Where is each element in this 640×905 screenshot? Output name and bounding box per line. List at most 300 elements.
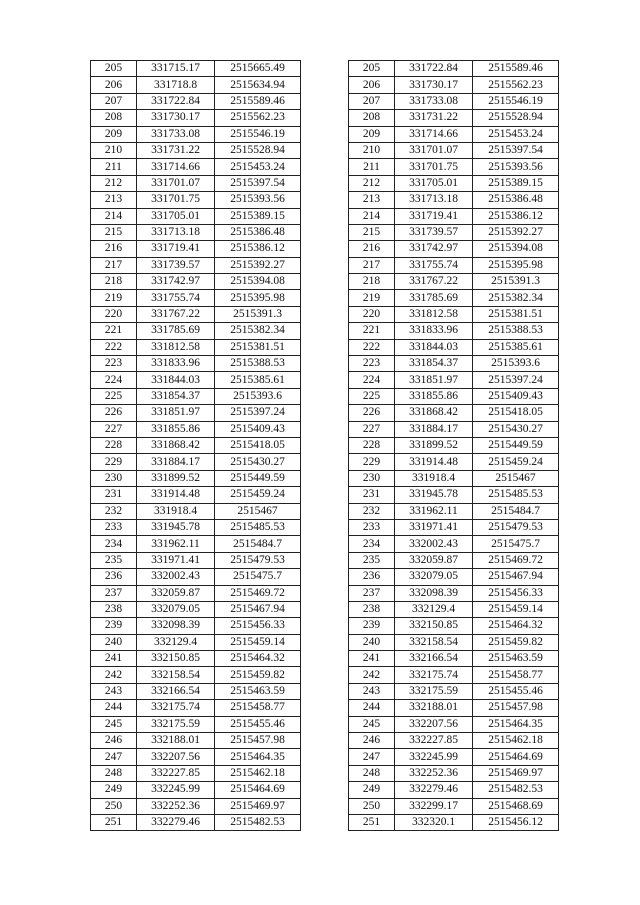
table-row (349, 814, 559, 830)
y-coordinate-cell: 2515464.35 (215, 749, 301, 765)
point-number-cell: 222 (91, 339, 137, 355)
point-number-cell: 213 (91, 192, 137, 208)
table-row (349, 552, 559, 568)
table-row (349, 61, 559, 77)
x-coordinate-cell: 332175.59 (137, 716, 215, 732)
y-coordinate-cell: 2515475.7 (215, 569, 301, 585)
y-coordinate-cell: 2515386.12 (215, 241, 301, 257)
point-number-cell: 220 (91, 306, 137, 322)
x-coordinate-cell: 331722.84 (137, 93, 215, 109)
x-coordinate-cell: 331731.22 (137, 142, 215, 158)
table-row (91, 569, 301, 585)
point-number-cell: 216 (91, 241, 137, 257)
point-number-cell: 238 (91, 601, 137, 617)
y-coordinate-cell: 2515462.18 (473, 733, 559, 749)
x-coordinate-cell: 331742.97 (137, 274, 215, 290)
x-coordinate-cell: 331701.75 (395, 159, 473, 175)
table-row (91, 110, 301, 126)
x-coordinate-cell: 331733.08 (137, 126, 215, 142)
table-row (349, 175, 559, 191)
y-coordinate-cell: 2515382.34 (215, 323, 301, 339)
table-row (91, 372, 301, 388)
y-coordinate-cell: 2515485.53 (215, 519, 301, 535)
table-row (349, 356, 559, 372)
x-coordinate-cell: 331718.8 (137, 77, 215, 93)
y-coordinate-cell: 2515469.72 (473, 552, 559, 568)
y-coordinate-cell: 2515389.15 (473, 175, 559, 191)
x-coordinate-cell: 332166.54 (137, 683, 215, 699)
y-coordinate-cell: 2515464.35 (473, 716, 559, 732)
y-coordinate-cell: 2515479.53 (215, 552, 301, 568)
x-coordinate-cell: 331739.57 (137, 257, 215, 273)
x-coordinate-cell: 332188.01 (137, 733, 215, 749)
point-number-cell: 232 (349, 503, 395, 519)
table-row (91, 142, 301, 158)
y-coordinate-cell: 2515395.98 (473, 257, 559, 273)
y-coordinate-cell: 2515634.94 (215, 77, 301, 93)
x-coordinate-cell: 332175.74 (395, 667, 473, 683)
point-number-cell: 243 (91, 683, 137, 699)
point-number-cell: 212 (349, 175, 395, 191)
x-coordinate-cell: 331884.17 (137, 454, 215, 470)
x-coordinate-cell: 332150.85 (137, 651, 215, 667)
table-row (349, 585, 559, 601)
y-coordinate-cell: 2515589.46 (215, 93, 301, 109)
y-coordinate-cell: 2515409.43 (473, 388, 559, 404)
y-coordinate-cell: 2515469.97 (473, 765, 559, 781)
point-number-cell: 241 (91, 651, 137, 667)
table-row (91, 356, 301, 372)
table-row (91, 487, 301, 503)
y-coordinate-cell: 2515484.7 (473, 503, 559, 519)
table-row (91, 405, 301, 421)
point-number-cell: 233 (349, 519, 395, 535)
table-row (349, 765, 559, 781)
point-number-cell: 250 (349, 798, 395, 814)
x-coordinate-cell: 331868.42 (395, 405, 473, 421)
x-coordinate-cell: 332158.54 (137, 667, 215, 683)
x-coordinate-cell: 332098.39 (137, 618, 215, 634)
point-number-cell: 224 (91, 372, 137, 388)
x-coordinate-cell: 331884.17 (395, 421, 473, 437)
point-number-cell: 221 (349, 323, 395, 339)
y-coordinate-cell: 2515386.48 (215, 224, 301, 240)
point-number-cell: 245 (91, 716, 137, 732)
point-number-cell: 212 (91, 175, 137, 191)
point-number-cell: 228 (91, 437, 137, 453)
table-row (91, 782, 301, 798)
point-number-cell: 205 (349, 61, 395, 77)
table-row (91, 274, 301, 290)
point-number-cell: 243 (349, 683, 395, 699)
y-coordinate-cell: 2515485.53 (473, 487, 559, 503)
x-coordinate-cell: 332279.46 (137, 814, 215, 830)
x-coordinate-cell: 331755.74 (137, 290, 215, 306)
y-coordinate-cell: 2515464.32 (473, 618, 559, 634)
y-coordinate-cell: 2515393.56 (215, 192, 301, 208)
coordinate-table-right (348, 60, 559, 831)
table-row (91, 290, 301, 306)
point-number-cell: 232 (91, 503, 137, 519)
point-number-cell: 224 (349, 372, 395, 388)
y-coordinate-cell: 2515455.46 (215, 716, 301, 732)
table-row (349, 454, 559, 470)
table-row (349, 159, 559, 175)
table-row (349, 208, 559, 224)
table-row (91, 241, 301, 257)
y-coordinate-cell: 2515397.54 (215, 175, 301, 191)
x-coordinate-cell: 331719.41 (137, 241, 215, 257)
table-row (91, 700, 301, 716)
y-coordinate-cell: 2515397.24 (473, 372, 559, 388)
y-coordinate-cell: 2515393.6 (215, 388, 301, 404)
table-row (91, 454, 301, 470)
table-row (349, 339, 559, 355)
y-coordinate-cell: 2515381.51 (473, 306, 559, 322)
y-coordinate-cell: 2515453.24 (215, 159, 301, 175)
y-coordinate-cell: 2515464.32 (215, 651, 301, 667)
x-coordinate-cell: 332320.1 (395, 814, 473, 830)
table-row (91, 683, 301, 699)
y-coordinate-cell: 2515546.19 (215, 126, 301, 142)
x-coordinate-cell: 331722.84 (395, 61, 473, 77)
y-coordinate-cell: 2515453.24 (473, 126, 559, 142)
y-coordinate-cell: 2515395.98 (215, 290, 301, 306)
point-number-cell: 229 (349, 454, 395, 470)
table-row (91, 749, 301, 765)
table-row (349, 749, 559, 765)
y-coordinate-cell: 2515388.53 (215, 356, 301, 372)
x-coordinate-cell: 331705.01 (395, 175, 473, 191)
x-coordinate-cell: 332059.87 (137, 585, 215, 601)
table-row (91, 651, 301, 667)
table-body (349, 61, 559, 831)
y-coordinate-cell: 2515463.59 (473, 651, 559, 667)
point-number-cell: 231 (349, 487, 395, 503)
table-row (91, 77, 301, 93)
point-number-cell: 239 (349, 618, 395, 634)
point-number-cell: 219 (91, 290, 137, 306)
table-row (349, 683, 559, 699)
point-number-cell: 218 (349, 274, 395, 290)
point-number-cell: 251 (91, 814, 137, 830)
table-row (349, 503, 559, 519)
x-coordinate-cell: 331854.37 (137, 388, 215, 404)
table-row (91, 159, 301, 175)
table-row (91, 634, 301, 650)
y-coordinate-cell: 2515418.05 (473, 405, 559, 421)
y-coordinate-cell: 2515467 (215, 503, 301, 519)
x-coordinate-cell: 332207.56 (395, 716, 473, 732)
table-row (349, 388, 559, 404)
point-number-cell: 244 (91, 700, 137, 716)
x-coordinate-cell: 331899.52 (137, 470, 215, 486)
table-row (349, 224, 559, 240)
table-row (91, 798, 301, 814)
y-coordinate-cell: 2515386.12 (473, 208, 559, 224)
x-coordinate-cell: 331918.4 (395, 470, 473, 486)
x-coordinate-cell: 331851.97 (395, 372, 473, 388)
y-coordinate-cell: 2515467.94 (215, 601, 301, 617)
table-row (349, 421, 559, 437)
y-coordinate-cell: 2515479.53 (473, 519, 559, 535)
y-coordinate-cell: 2515449.59 (215, 470, 301, 486)
y-coordinate-cell: 2515381.51 (215, 339, 301, 355)
y-coordinate-cell: 2515394.08 (215, 274, 301, 290)
table-row (91, 208, 301, 224)
table-row (349, 618, 559, 634)
x-coordinate-cell: 332175.74 (137, 700, 215, 716)
x-coordinate-cell: 331844.03 (137, 372, 215, 388)
table-row (349, 470, 559, 486)
point-number-cell: 209 (349, 126, 395, 142)
x-coordinate-cell: 331767.22 (137, 306, 215, 322)
table-row (349, 733, 559, 749)
table-row (349, 798, 559, 814)
table-row (91, 421, 301, 437)
table-row (91, 339, 301, 355)
point-number-cell: 249 (91, 782, 137, 798)
point-number-cell: 208 (91, 110, 137, 126)
x-coordinate-cell: 332166.54 (395, 651, 473, 667)
point-number-cell: 242 (349, 667, 395, 683)
table-row (349, 519, 559, 535)
x-coordinate-cell: 332245.99 (137, 782, 215, 798)
point-number-cell: 250 (91, 798, 137, 814)
x-coordinate-cell: 331730.17 (137, 110, 215, 126)
y-coordinate-cell: 2515409.43 (215, 421, 301, 437)
x-coordinate-cell: 332158.54 (395, 634, 473, 650)
table-row (91, 536, 301, 552)
y-coordinate-cell: 2515458.77 (215, 700, 301, 716)
x-coordinate-cell: 332129.4 (395, 601, 473, 617)
x-coordinate-cell: 331971.41 (137, 552, 215, 568)
table-row (91, 192, 301, 208)
point-number-cell: 208 (349, 110, 395, 126)
x-coordinate-cell: 331899.52 (395, 437, 473, 453)
x-coordinate-cell: 331855.86 (395, 388, 473, 404)
point-number-cell: 248 (349, 765, 395, 781)
x-coordinate-cell: 331739.57 (395, 224, 473, 240)
table-row (91, 601, 301, 617)
table-row (349, 569, 559, 585)
table-row (349, 405, 559, 421)
table-row (349, 487, 559, 503)
table-row (349, 257, 559, 273)
y-coordinate-cell: 2515459.24 (215, 487, 301, 503)
y-coordinate-cell: 2515546.19 (473, 93, 559, 109)
table-row (349, 241, 559, 257)
point-number-cell: 241 (349, 651, 395, 667)
point-number-cell: 226 (349, 405, 395, 421)
y-coordinate-cell: 2515430.27 (215, 454, 301, 470)
y-coordinate-cell: 2515665.49 (215, 61, 301, 77)
x-coordinate-cell: 332079.05 (137, 601, 215, 617)
point-number-cell: 227 (349, 421, 395, 437)
y-coordinate-cell: 2515484.7 (215, 536, 301, 552)
x-coordinate-cell: 331962.11 (137, 536, 215, 552)
point-number-cell: 230 (91, 470, 137, 486)
y-coordinate-cell: 2515394.08 (473, 241, 559, 257)
table-row (91, 667, 301, 683)
x-coordinate-cell: 331918.4 (137, 503, 215, 519)
table-row (349, 716, 559, 732)
point-number-cell: 215 (91, 224, 137, 240)
table-row (349, 700, 559, 716)
x-coordinate-cell: 332002.43 (137, 569, 215, 585)
point-number-cell: 231 (91, 487, 137, 503)
x-coordinate-cell: 331715.17 (137, 61, 215, 77)
x-coordinate-cell: 331785.69 (137, 323, 215, 339)
table-row (91, 126, 301, 142)
y-coordinate-cell: 2515475.7 (473, 536, 559, 552)
x-coordinate-cell: 332129.4 (137, 634, 215, 650)
point-number-cell: 206 (349, 77, 395, 93)
table-row (349, 323, 559, 339)
y-coordinate-cell: 2515397.24 (215, 405, 301, 421)
table-row (91, 388, 301, 404)
point-number-cell: 213 (349, 192, 395, 208)
y-coordinate-cell: 2515468.69 (473, 798, 559, 814)
x-coordinate-cell: 332059.87 (395, 552, 473, 568)
y-coordinate-cell: 2515458.77 (473, 667, 559, 683)
table-row (91, 552, 301, 568)
x-coordinate-cell: 331945.78 (137, 519, 215, 535)
y-coordinate-cell: 2515430.27 (473, 421, 559, 437)
table-row (91, 519, 301, 535)
y-coordinate-cell: 2515589.46 (473, 61, 559, 77)
point-number-cell: 211 (91, 159, 137, 175)
table-row (349, 437, 559, 453)
point-number-cell: 236 (91, 569, 137, 585)
y-coordinate-cell: 2515457.98 (215, 733, 301, 749)
point-number-cell: 215 (349, 224, 395, 240)
table-row (349, 536, 559, 552)
x-coordinate-cell: 332227.85 (395, 733, 473, 749)
x-coordinate-cell: 331713.18 (137, 224, 215, 240)
point-number-cell: 236 (349, 569, 395, 585)
point-number-cell: 233 (91, 519, 137, 535)
table-row (91, 93, 301, 109)
y-coordinate-cell: 2515469.97 (215, 798, 301, 814)
point-number-cell: 247 (349, 749, 395, 765)
table-row (91, 306, 301, 322)
y-coordinate-cell: 2515393.6 (473, 356, 559, 372)
point-number-cell: 246 (91, 733, 137, 749)
point-number-cell: 218 (91, 274, 137, 290)
table-row (91, 585, 301, 601)
point-number-cell: 217 (349, 257, 395, 273)
table-row (91, 61, 301, 77)
y-coordinate-cell: 2515455.46 (473, 683, 559, 699)
x-coordinate-cell: 331701.75 (137, 192, 215, 208)
y-coordinate-cell: 2515386.48 (473, 192, 559, 208)
x-coordinate-cell: 331945.78 (395, 487, 473, 503)
table-row (91, 437, 301, 453)
table-row (91, 618, 301, 634)
table-row (349, 601, 559, 617)
point-number-cell: 209 (91, 126, 137, 142)
point-number-cell: 234 (349, 536, 395, 552)
y-coordinate-cell: 2515459.14 (215, 634, 301, 650)
table-row (91, 175, 301, 191)
x-coordinate-cell: 331733.08 (395, 93, 473, 109)
table-row (91, 716, 301, 732)
y-coordinate-cell: 2515456.33 (473, 585, 559, 601)
y-coordinate-cell: 2515382.34 (473, 290, 559, 306)
point-number-cell: 223 (349, 356, 395, 372)
point-number-cell: 222 (349, 339, 395, 355)
table-row (91, 765, 301, 781)
table-row (349, 110, 559, 126)
table-row (349, 126, 559, 142)
point-number-cell: 226 (91, 405, 137, 421)
table-row (91, 257, 301, 273)
x-coordinate-cell: 331854.37 (395, 356, 473, 372)
x-coordinate-cell: 332252.36 (395, 765, 473, 781)
point-number-cell: 230 (349, 470, 395, 486)
table-body (91, 61, 301, 831)
y-coordinate-cell: 2515391.3 (215, 306, 301, 322)
point-number-cell: 238 (349, 601, 395, 617)
y-coordinate-cell: 2515469.72 (215, 585, 301, 601)
point-number-cell: 242 (91, 667, 137, 683)
table-row (349, 372, 559, 388)
x-coordinate-cell: 331755.74 (395, 257, 473, 273)
point-number-cell: 206 (91, 77, 137, 93)
x-coordinate-cell: 331914.48 (137, 487, 215, 503)
x-coordinate-cell: 331971.41 (395, 519, 473, 535)
point-number-cell: 210 (349, 142, 395, 158)
point-number-cell: 235 (349, 552, 395, 568)
point-number-cell: 245 (349, 716, 395, 732)
point-number-cell: 205 (91, 61, 137, 77)
table-row (349, 142, 559, 158)
point-number-cell: 239 (91, 618, 137, 634)
point-number-cell: 235 (91, 552, 137, 568)
x-coordinate-cell: 332252.36 (137, 798, 215, 814)
y-coordinate-cell: 2515462.18 (215, 765, 301, 781)
point-number-cell: 244 (349, 700, 395, 716)
point-number-cell: 216 (349, 241, 395, 257)
point-number-cell: 217 (91, 257, 137, 273)
point-number-cell: 221 (91, 323, 137, 339)
point-number-cell: 237 (349, 585, 395, 601)
x-coordinate-cell: 332150.85 (395, 618, 473, 634)
y-coordinate-cell: 2515389.15 (215, 208, 301, 224)
table-row (91, 503, 301, 519)
x-coordinate-cell: 331719.41 (395, 208, 473, 224)
y-coordinate-cell: 2515388.53 (473, 323, 559, 339)
y-coordinate-cell: 2515456.33 (215, 618, 301, 634)
x-coordinate-cell: 331785.69 (395, 290, 473, 306)
x-coordinate-cell: 332079.05 (395, 569, 473, 585)
x-coordinate-cell: 332279.46 (395, 782, 473, 798)
point-number-cell: 246 (349, 733, 395, 749)
y-coordinate-cell: 2515528.94 (215, 142, 301, 158)
y-coordinate-cell: 2515385.61 (215, 372, 301, 388)
table-row (349, 634, 559, 650)
y-coordinate-cell: 2515418.05 (215, 437, 301, 453)
point-number-cell: 227 (91, 421, 137, 437)
table-row (91, 733, 301, 749)
x-coordinate-cell: 332188.01 (395, 700, 473, 716)
table-row (91, 224, 301, 240)
y-coordinate-cell: 2515449.59 (473, 437, 559, 453)
point-number-cell: 240 (349, 634, 395, 650)
x-coordinate-cell: 332098.39 (395, 585, 473, 601)
x-coordinate-cell: 331833.96 (137, 356, 215, 372)
